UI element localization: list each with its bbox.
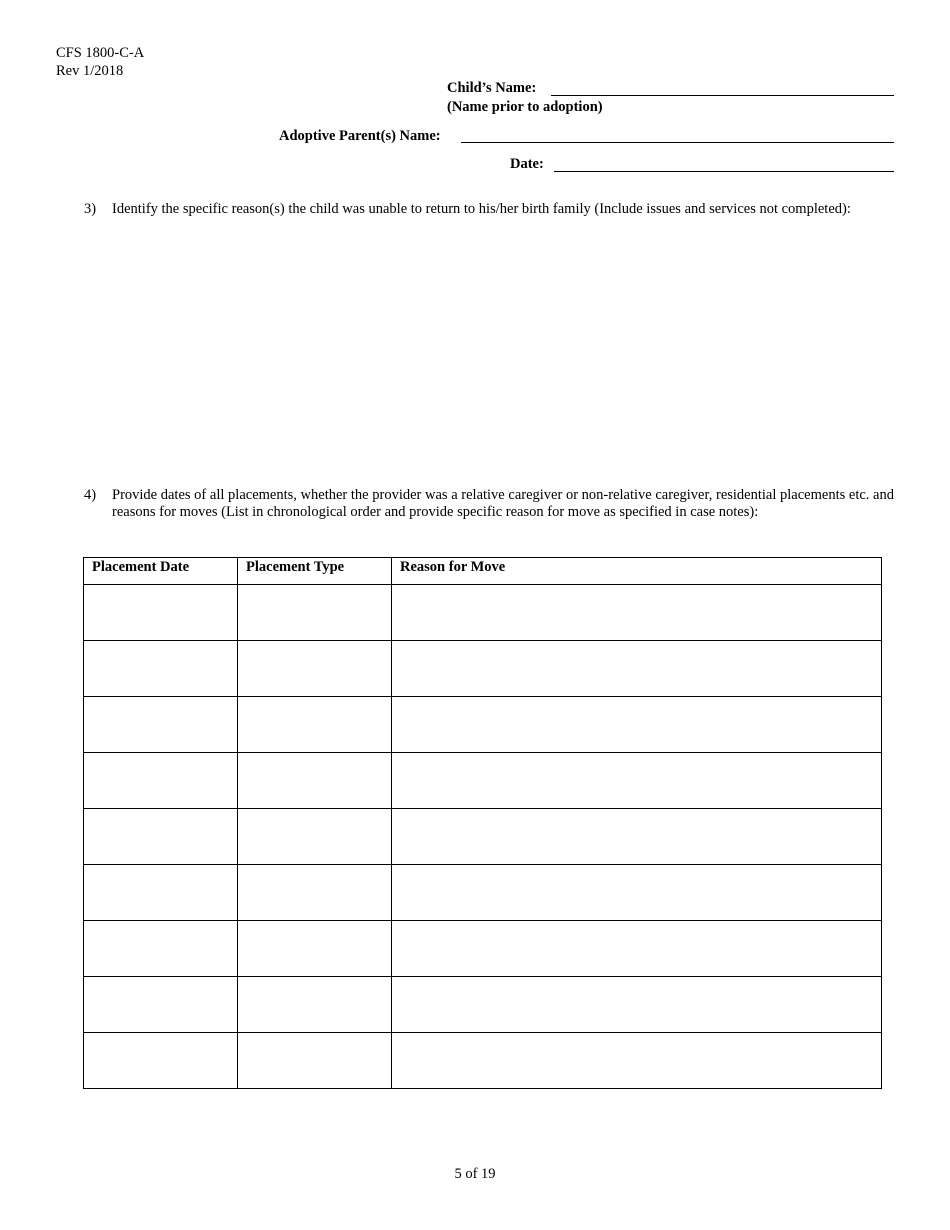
question-3 bbox=[84, 201, 894, 218]
child-name-note: (Name prior to adoption) bbox=[447, 99, 603, 115]
reason-for-move-cell[interactable] bbox=[392, 921, 882, 977]
placement-date-cell[interactable] bbox=[84, 921, 238, 977]
adoptive-parent-field[interactable] bbox=[461, 142, 894, 143]
placement-type-cell[interactable] bbox=[238, 585, 392, 641]
placement-date-cell[interactable] bbox=[84, 753, 238, 809]
placement-date-cell[interactable] bbox=[84, 585, 238, 641]
column-header-placement-date: Placement Date bbox=[84, 558, 238, 585]
placement-type-cell[interactable] bbox=[238, 809, 392, 865]
child-name-label: Child’s Name: bbox=[447, 80, 537, 96]
form-number: CFS 1800-C-A bbox=[56, 45, 145, 61]
table-row bbox=[84, 585, 882, 641]
question-4 bbox=[84, 487, 894, 521]
table-row bbox=[84, 697, 882, 753]
page-number: 5 of 19 bbox=[454, 1166, 496, 1182]
table-header-row bbox=[84, 558, 882, 585]
reason-for-move-cell[interactable] bbox=[392, 697, 882, 753]
reason-for-move-cell[interactable] bbox=[392, 977, 882, 1033]
table-row bbox=[84, 977, 882, 1033]
question-4-text: Provide dates of all placements, whether the provider was a relative caregiver or non-relative caregiver, residential placements etc. and reasons for moves (List in chronological order and provide specific reason for move as specified in case notes): bbox=[112, 487, 894, 520]
child-name-field[interactable] bbox=[551, 95, 894, 96]
placement-type-cell[interactable] bbox=[238, 697, 392, 753]
table-row bbox=[84, 921, 882, 977]
table-row bbox=[84, 1033, 882, 1089]
reason-for-move-cell[interactable] bbox=[392, 753, 882, 809]
form-identifier bbox=[56, 44, 144, 80]
reason-for-move-cell[interactable] bbox=[392, 641, 882, 697]
adoptive-parent-label: Adoptive Parent(s) Name: bbox=[279, 128, 441, 144]
question-4-number: 4) bbox=[84, 487, 97, 503]
placement-date-cell[interactable] bbox=[84, 865, 238, 921]
placement-type-cell[interactable] bbox=[238, 1033, 392, 1089]
placement-type-cell[interactable] bbox=[238, 921, 392, 977]
placement-type-cell[interactable] bbox=[238, 641, 392, 697]
placement-date-cell[interactable] bbox=[84, 977, 238, 1033]
reason-for-move-cell[interactable] bbox=[392, 1033, 882, 1089]
reason-for-move-cell[interactable] bbox=[392, 865, 882, 921]
question-3-text: Identify the specific reason(s) the child was unable to return to his/her birth family (Include issues and services not completed): bbox=[112, 201, 851, 217]
form-revision: Rev 1/2018 bbox=[56, 63, 124, 79]
date-label: Date: bbox=[510, 156, 544, 172]
reason-for-move-cell[interactable] bbox=[392, 585, 882, 641]
table-row bbox=[84, 865, 882, 921]
column-header-reason-for-move: Reason for Move bbox=[392, 558, 882, 585]
table-row bbox=[84, 753, 882, 809]
table-row bbox=[84, 809, 882, 865]
question-3-answer-area[interactable] bbox=[111, 240, 894, 470]
placements-table bbox=[83, 557, 882, 1089]
placement-date-cell[interactable] bbox=[84, 697, 238, 753]
placement-type-cell[interactable] bbox=[238, 977, 392, 1033]
placement-date-cell[interactable] bbox=[84, 1033, 238, 1089]
placement-date-cell[interactable] bbox=[84, 641, 238, 697]
placement-type-cell[interactable] bbox=[238, 753, 392, 809]
column-header-placement-type: Placement Type bbox=[238, 558, 392, 585]
table-row bbox=[84, 641, 882, 697]
placement-type-cell[interactable] bbox=[238, 865, 392, 921]
date-field[interactable] bbox=[554, 171, 894, 172]
reason-for-move-cell[interactable] bbox=[392, 809, 882, 865]
question-3-number: 3) bbox=[84, 201, 97, 217]
placement-date-cell[interactable] bbox=[84, 809, 238, 865]
